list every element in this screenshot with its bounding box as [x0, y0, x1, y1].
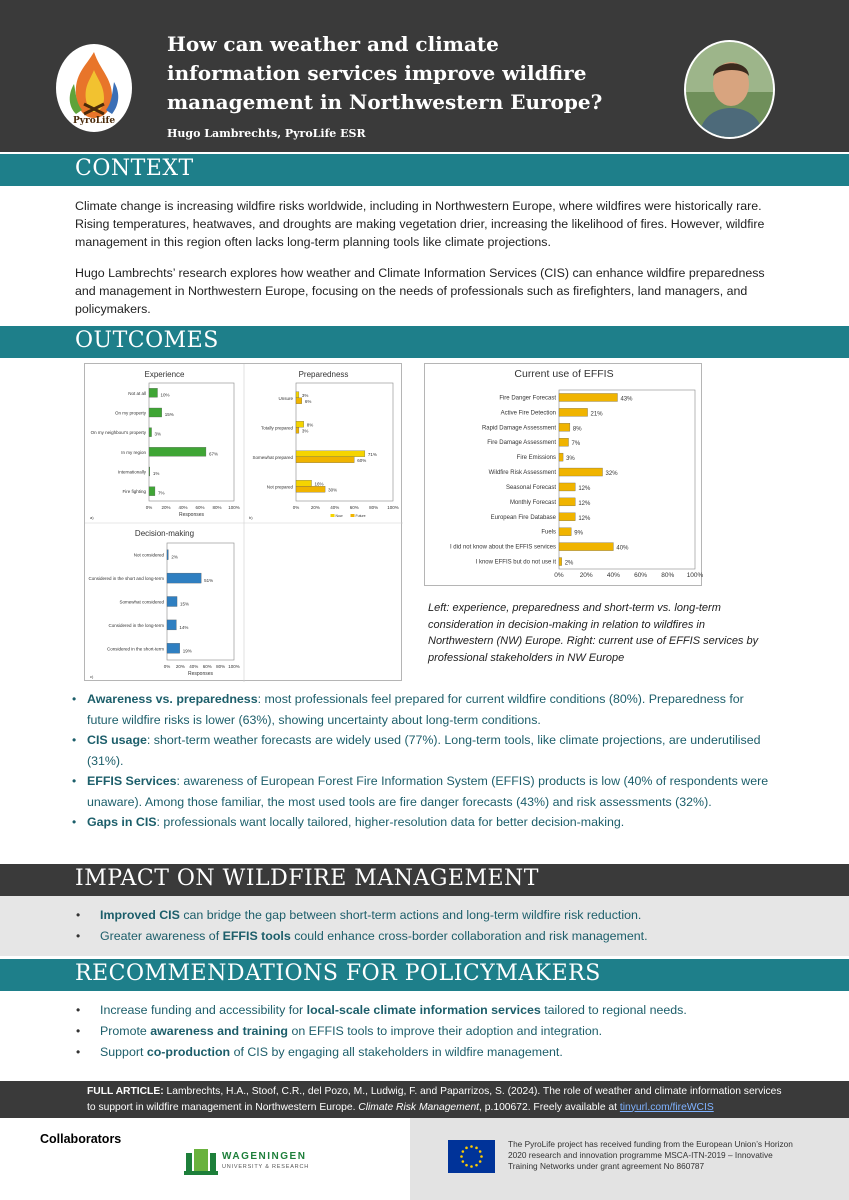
data-label: 15%	[164, 412, 174, 417]
tick-label: 0%	[145, 505, 153, 510]
bar	[149, 408, 162, 417]
category-label: Active Fire Detection	[500, 410, 556, 417]
bullet-key: EFFIS tools	[222, 929, 291, 943]
data-label: 12%	[578, 500, 591, 507]
tick-label: 0%	[292, 505, 300, 510]
eu-star	[479, 1150, 482, 1153]
recommendations-heading-band	[0, 959, 849, 991]
context-heading-band	[0, 154, 849, 186]
outcome-bullet	[70, 812, 770, 833]
legend-swatch	[331, 514, 335, 517]
plot-area	[149, 383, 234, 501]
tick-label: 20%	[175, 664, 185, 669]
data-label: 3%	[566, 456, 575, 463]
poster-header	[0, 0, 849, 152]
data-label: 60%	[357, 457, 367, 463]
panel-label: b)	[249, 515, 253, 520]
page-title: How can weather and climate information services improve wildfire management in Northwestern Europe?	[167, 32, 603, 114]
bullet-text: could enhance cross-border collaboration and risk management.	[290, 929, 648, 943]
context-paragraph-1: Climate change is increasing wildfire risks worldwide, including in Northwestern Europe, where wildfires were historically rare. Rising temperatures, heatwaves, and droughts are making vegetation drier, increasing the likelihood of fires. However, wildfire management in this region often lacks long-term planning tools like climate projections.	[75, 199, 765, 249]
panel-label: c)	[90, 674, 94, 679]
effis-chart	[425, 364, 703, 587]
tick-label: 40%	[330, 505, 340, 510]
category-label: I did not know about the EFFIS services	[449, 544, 556, 551]
bar	[296, 398, 302, 404]
tick-label: 100%	[228, 505, 240, 510]
category-label: Considered in the short-term	[106, 646, 164, 652]
impact-heading: IMPACT ON WILDFIRE MANAGEMENT	[75, 866, 539, 891]
outcomes-heading: OUTCOMES	[75, 328, 219, 353]
data-label: 15%	[180, 601, 190, 607]
bullet-text: can bridge the gap between short-term actions and long-term wildfire risk reduction.	[179, 908, 642, 922]
bar	[559, 423, 570, 431]
outcome-bullet	[70, 771, 770, 812]
data-label: 32%	[605, 471, 618, 478]
data-label: 14%	[179, 624, 189, 630]
tick-label: 40%	[606, 572, 620, 579]
bar	[167, 643, 180, 653]
bar	[559, 498, 575, 506]
data-label: 67%	[208, 451, 218, 457]
recommendation-bullet	[70, 1000, 770, 1021]
bullet-text: : short-term weather forecasts are widely used (77%). Long-term tools, like climate projections, are underutilised (31%).	[87, 733, 761, 768]
data-label: 12%	[578, 515, 591, 522]
tick-label: 60%	[634, 572, 648, 579]
category-label: Fire Damage Assessment	[487, 440, 556, 447]
category-label: In my region	[121, 449, 146, 455]
data-label: 9%	[574, 530, 583, 537]
category-label: On my neighbour's property	[90, 430, 146, 436]
tick-label: 100%	[387, 505, 399, 510]
category-label: Wildfire Risk Assessment	[488, 470, 556, 477]
eu-star	[462, 1150, 465, 1153]
citation-text: Lambrechts, H.A., Stoof, C.R., del Pozo, M., Ludwig, F. and Paparrizos, S. (2024). The role of weather and climate information services to support in wildfire management in Northwestern Europe.	[87, 1086, 782, 1113]
category-label: Fire Danger Forecast	[499, 395, 556, 402]
category-label: I know EFFIS but do not use it	[475, 559, 556, 566]
outcome-bullet	[70, 730, 770, 771]
funding-statement: The PyroLife project has received funding from the European Union’s Horizon 2020 research and innovation programme MSCA-ITN-2019 – Innovative Training Networks under grant agreement No 860787	[508, 1139, 793, 1171]
impact-heading-band	[0, 864, 849, 896]
bar	[296, 457, 354, 463]
tick-label: 100%	[686, 572, 703, 579]
chart-title: Current use of EFFIS	[514, 368, 614, 380]
chart-title: Preparedness	[298, 370, 349, 379]
tick-label: 80%	[216, 664, 226, 669]
bar	[559, 483, 575, 491]
outcomes-bullet-list	[70, 689, 770, 833]
recommendations-heading: RECOMMENDATIONS FOR POLICYMAKERS	[75, 961, 601, 986]
category-label: Not prepared	[266, 484, 293, 490]
bullet-text: Greater awareness of	[100, 929, 223, 943]
pyrolife-logo	[56, 44, 132, 132]
category-label: Unsure	[278, 395, 293, 401]
category-label: Somewhat considered	[119, 599, 164, 605]
bullet-icon: •	[72, 815, 77, 829]
data-label: 3%	[154, 431, 162, 437]
category-label: On my property	[114, 410, 146, 416]
bullet-text: on EFFIS tools to improve their adoption and integration.	[288, 1024, 603, 1038]
recommendation-bullet	[70, 1042, 770, 1063]
tick-label: 20%	[161, 505, 171, 510]
impact-bullet	[70, 926, 770, 947]
bar	[296, 451, 365, 457]
tick-label: 60%	[349, 505, 359, 510]
wur-subtitle: UNIVERSITY & RESEARCH	[222, 1164, 309, 1170]
survey-charts-panel	[84, 363, 402, 681]
bar	[149, 467, 150, 476]
chart-preparedness	[249, 370, 399, 520]
data-label: 8%	[306, 422, 314, 428]
data-label: 3%	[301, 428, 309, 434]
category-label: Monthly Forecast	[509, 499, 556, 506]
bullet-icon: •	[72, 774, 77, 788]
bar	[559, 558, 562, 566]
axis-label: Responses	[178, 512, 205, 518]
bar	[559, 408, 588, 416]
category-label: Fire fighting	[122, 489, 146, 495]
bullet-key: awareness and training	[150, 1024, 289, 1038]
bar	[167, 550, 168, 560]
bullet-text: Promote	[100, 1024, 151, 1038]
bullet-text: : professionals want locally tailored, higher-resolution data for better decision-making.	[156, 815, 625, 829]
bar	[559, 513, 575, 521]
data-label: 12%	[578, 485, 591, 492]
bullet-key: Gaps in CIS	[87, 815, 157, 829]
bullet-icon: •	[76, 1003, 81, 1017]
bullet-text: tailored to regional needs.	[540, 1003, 687, 1017]
bullet-key: Improved CIS	[100, 908, 180, 922]
data-label: 3%	[301, 392, 309, 398]
bullet-text: : awareness of European Forest Fire Information System (EFFIS) products is low (40% of respondents were unaware). Among those familiar, the most used tools are fire danger forecasts (43%) and risk assessments (32%).	[87, 774, 769, 809]
bullet-text: of CIS by engaging all stakeholders in wildfire management.	[230, 1045, 563, 1059]
chart-title: Experience	[144, 370, 185, 379]
category-label: Totally prepared	[260, 425, 293, 431]
full-article-bar	[0, 1081, 849, 1118]
recommendations-list	[70, 1000, 770, 1063]
bullet-icon: •	[76, 1045, 81, 1059]
data-label: 40%	[616, 545, 629, 552]
eu-star	[465, 1147, 468, 1150]
bar	[149, 487, 155, 496]
chart-decision-making	[88, 529, 239, 679]
tick-label: 0%	[554, 572, 564, 579]
data-label: 21%	[590, 411, 603, 418]
eu-flag-icon	[448, 1140, 495, 1173]
bar	[559, 543, 613, 551]
eu-star	[475, 1147, 478, 1150]
outcome-bullet	[70, 689, 770, 730]
bullet-key: EFFIS Services	[87, 774, 177, 788]
data-label: 8%	[572, 426, 582, 433]
bullet-key: co-production	[146, 1045, 231, 1059]
tick-label: 100%	[228, 664, 240, 669]
data-label: 7%	[157, 490, 165, 496]
bar	[149, 388, 158, 397]
bar	[149, 447, 206, 456]
data-label: 43%	[620, 396, 633, 403]
impact-bullet	[70, 905, 770, 926]
full-article-label: FULL ARTICLE:	[87, 1086, 164, 1097]
data-label: 1%	[152, 471, 160, 476]
article-link[interactable]: tinyurl.com/fireWCIS	[619, 1101, 714, 1113]
tick-label: 80%	[369, 505, 379, 510]
data-label: 19%	[182, 648, 192, 654]
bar	[559, 438, 569, 446]
panel-label: a)	[90, 515, 94, 520]
category-label: Fuels	[541, 529, 556, 536]
bullet-text: : most professionals feel prepared for current wildfire conditions (80%). Preparedness for future wildfire risks is lower (63%), showing uncertainty about long-term conditions.	[87, 692, 744, 727]
bar	[167, 573, 201, 583]
legend-swatch	[351, 514, 355, 517]
eu-star	[470, 1145, 473, 1148]
author-photo	[684, 40, 775, 139]
plot-area	[559, 390, 695, 569]
eu-star	[479, 1160, 482, 1163]
category-label: Considered in the short and long-term	[88, 576, 164, 582]
bar	[559, 468, 603, 476]
bar	[296, 486, 325, 492]
data-label: 16%	[314, 481, 324, 487]
legend-label: Future	[355, 514, 366, 518]
category-label: European Fire Database	[490, 514, 556, 521]
collaborators-label: Collaborators	[40, 1132, 122, 1146]
bullet-key: CIS usage	[87, 733, 147, 747]
impact-bullet-list	[70, 905, 770, 947]
bullet-icon: •	[72, 692, 77, 706]
bar	[296, 480, 312, 486]
bullet-key: local-scale climate information services	[306, 1003, 541, 1017]
journal-name: Climate Risk Management	[358, 1101, 480, 1113]
eu-star	[465, 1164, 468, 1167]
wur-logo-icon	[184, 1149, 218, 1175]
eu-star	[475, 1164, 478, 1167]
chart-experience	[90, 370, 240, 520]
bullet-icon: •	[76, 929, 81, 943]
bullet-text: Support	[100, 1045, 147, 1059]
data-label: 30%	[328, 487, 338, 493]
data-label: 71%	[367, 451, 377, 457]
figure-caption: Left: experience, preparedness and short-term vs. long-term consideration in decision-making in relation to wildfires in Northwestern (NW) Europe. Right: current use of EFFIS services by professional stakeholders in NW Europe	[428, 602, 759, 664]
tick-label: 0%	[163, 664, 171, 669]
category-label: Not considered	[133, 552, 164, 558]
author-line: Hugo Lambrechts, PyroLife ESR	[167, 127, 366, 140]
context-paragraph-2: Hugo Lambrechts’ research explores how weather and Climate Information Services (CIS) can enhance wildfire preparedness and management in Northwestern Europe, focusing on the needs of professionals such as firefighters, land managers, and policymakers.	[75, 266, 765, 316]
category-label: Fire Emissions	[516, 455, 556, 462]
bar	[559, 453, 563, 461]
full-article-citation	[87, 1084, 787, 1115]
eu-star	[460, 1155, 463, 1158]
bar	[296, 421, 304, 427]
tick-label: 60%	[202, 664, 212, 669]
bar	[167, 620, 176, 630]
legend-label: Now	[335, 514, 343, 518]
category-label: Considered in the long-term	[108, 622, 164, 628]
tick-label: 60%	[195, 505, 205, 510]
data-label: 6%	[304, 398, 312, 404]
category-label: Rapid Damage Assessment	[481, 425, 556, 432]
eu-star	[470, 1165, 473, 1168]
bullet-icon: •	[76, 908, 81, 922]
tick-label: 80%	[212, 505, 222, 510]
survey-charts	[85, 364, 403, 682]
outcomes-heading-band	[0, 326, 849, 358]
effis-chart-panel	[424, 363, 702, 586]
tick-label: 20%	[579, 572, 593, 579]
bar	[559, 393, 617, 401]
category-label: Seasonal Forecast	[505, 484, 556, 491]
data-label: 7%	[571, 441, 581, 448]
category-label: Not at all	[128, 390, 146, 396]
eu-star	[480, 1155, 483, 1158]
data-label: 2%	[564, 560, 574, 567]
chart-current-use-of-effis	[450, 368, 703, 579]
bar	[296, 427, 299, 433]
bar	[559, 528, 571, 536]
wur-name: WAGENINGEN	[222, 1151, 307, 1162]
tick-label: 80%	[661, 572, 675, 579]
data-label: 51%	[204, 578, 214, 584]
bar	[149, 428, 152, 437]
bullet-icon: •	[72, 733, 77, 747]
tick-label: 40%	[189, 664, 199, 669]
chart-title: Decision-making	[134, 529, 195, 538]
bar	[296, 392, 299, 398]
bullet-icon: •	[76, 1024, 81, 1038]
citation-tail: , p.100672. Freely available at	[479, 1101, 620, 1113]
tick-label: 40%	[178, 505, 188, 510]
context-heading: CONTEXT	[75, 156, 194, 181]
category-label: Somewhat prepared	[252, 454, 293, 460]
bullet-key: Awareness vs. preparedness	[87, 692, 258, 706]
bar	[167, 597, 177, 607]
data-label: 10%	[160, 392, 170, 398]
footer	[0, 1118, 849, 1200]
recommendation-bullet	[70, 1021, 770, 1042]
data-label: 2%	[171, 554, 178, 560]
bullet-text: Increase funding and accessibility for	[100, 1003, 307, 1017]
eu-star	[462, 1160, 465, 1163]
tick-label: 20%	[310, 505, 320, 510]
category-label: Internationally	[117, 469, 146, 475]
logo-label: PyroLife	[72, 116, 116, 126]
axis-label: Responses	[187, 671, 214, 677]
